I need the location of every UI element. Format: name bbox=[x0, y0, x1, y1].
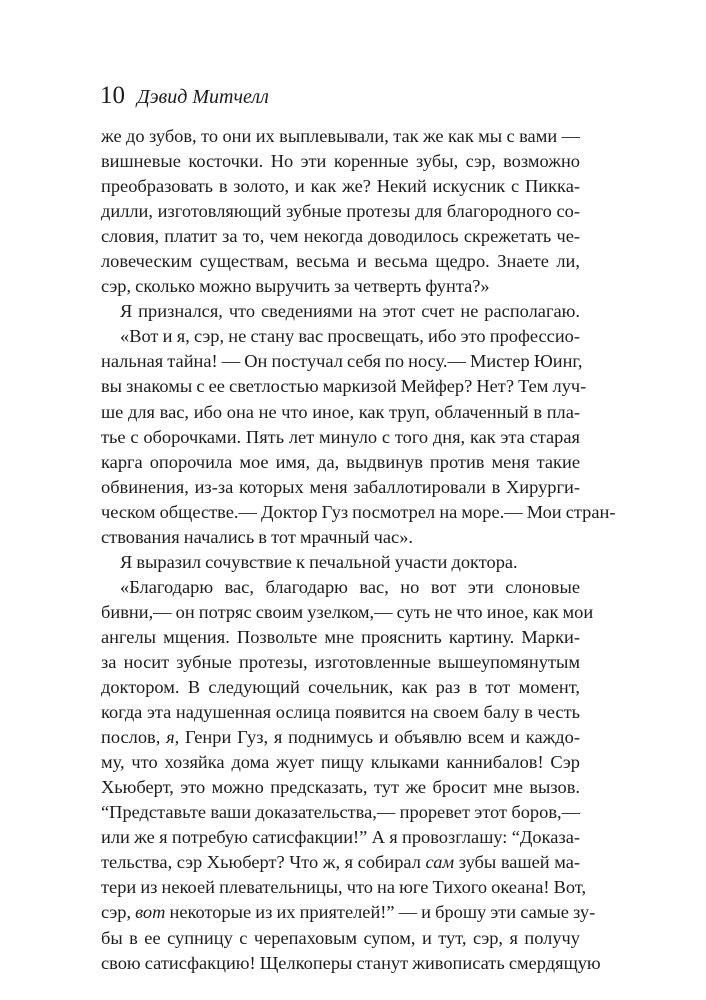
body-text bbox=[101, 124, 616, 976]
text-line: ческом обществе.— Доктор Гуз посмотрел на море.— Мои стран- bbox=[101, 501, 616, 522]
text-line: свою сатисфакцию! Щелкоперы станут живописать смердящую bbox=[101, 952, 601, 973]
text-line: «Благодарю вас, благодарю вас, но вот эти слоновые bbox=[120, 576, 580, 597]
text-line: тери из некоей плевательницы, что на юге Тихого океана! Вот, bbox=[101, 877, 587, 898]
text-line: дилли, изготовляющий зубные протезы для благородного со- bbox=[101, 201, 580, 222]
text-line: вы знакомы с ее светлостью маркизой Мейфер? Нет? Тем луч- bbox=[101, 376, 587, 397]
text-line: обвинения, из-за которых меня забаллотировали в Хирурги- bbox=[101, 476, 580, 497]
text-line: за носит зубные протезы, изготовленные вышеупомянутым bbox=[101, 651, 580, 672]
text-line: словия, платит за то, чем некогда доводилось скрежетать че- bbox=[101, 226, 580, 247]
text-line: преобразовать в золото, и как же? Некий искусник с Пикка- bbox=[101, 176, 580, 197]
text-line: доктором. В следующий сочельник, как раз в тот момент, bbox=[101, 677, 580, 698]
text-line: послов, я, Генри Гуз, я поднимусь и объявлю всем и каждо- bbox=[101, 727, 580, 748]
text-line: тельства, сэр Хьюберт? Что ж, я собирал сам зубы вашей ма- bbox=[101, 852, 580, 873]
text-line: нальная тайна! — Он постучал себя по носу.— Мистер Юинг, bbox=[101, 351, 583, 372]
text-line: тье с оборочками. Пять лет минуло с того дня, как эта старая bbox=[101, 426, 580, 447]
text-line: когда эта надушенная ослица появится на своем балу в честь bbox=[101, 702, 580, 723]
text-line: сэр, вот некоторые из их приятелей!” — и брошу эти самые зу- bbox=[101, 902, 596, 923]
page-number: 10 bbox=[100, 82, 125, 109]
text-line: Я признался, что сведениями на этот счет не располагаю. bbox=[120, 301, 580, 322]
text-line: вишневые косточки. Но эти коренные зубы, сэр, возможно bbox=[101, 151, 580, 172]
text-line: бы в ее супницу с черепаховым супом, и тут, сэр, я получу bbox=[101, 927, 580, 948]
text-line: карга опорочила мое имя, да, выдвинув против меня такие bbox=[101, 451, 580, 472]
running-head-author: Дэвид Митчелл bbox=[137, 86, 269, 108]
text-line: ловеческим существам, весьма и весьма щедро. Знаете ли, bbox=[101, 251, 580, 272]
text-line: бивни,— он потряс своим узелком,— суть не что иное, как мои bbox=[101, 601, 594, 622]
text-line: му, что хозяйка дома жует пищу клыками каннибалов! Сэр bbox=[101, 752, 580, 773]
text-line: ствования начались в тот мрачный час». bbox=[101, 526, 413, 547]
text-line: ше для вас, ибо она не что иное, как труп, облаченный в пла- bbox=[101, 401, 580, 422]
text-line: Я выразил сочувствие к печальной участи доктора. bbox=[120, 551, 518, 572]
text-line: ангелы мщения. Позвольте мне прояснить картину. Марки- bbox=[101, 626, 580, 647]
running-head bbox=[100, 82, 269, 114]
text-line: же до зубов, то они их выплевывали, так же как мы с вами — bbox=[101, 126, 580, 146]
text-line: “Представьте ваши доказательства,— проревет этот боров,— bbox=[101, 802, 580, 823]
text-line: сэр, сколько можно выручить за четверть фунта?» bbox=[101, 276, 490, 297]
text-line: Хьюберт, это можно предсказать, тут же бросит мне вызов. bbox=[101, 777, 580, 798]
text-line: «Вот и я, сэр, не стану вас просвещать, ибо это профессио- bbox=[120, 326, 580, 347]
text-line: или же я потребую сатисфакции!” А я провозглашу: “Доказа- bbox=[101, 827, 580, 848]
